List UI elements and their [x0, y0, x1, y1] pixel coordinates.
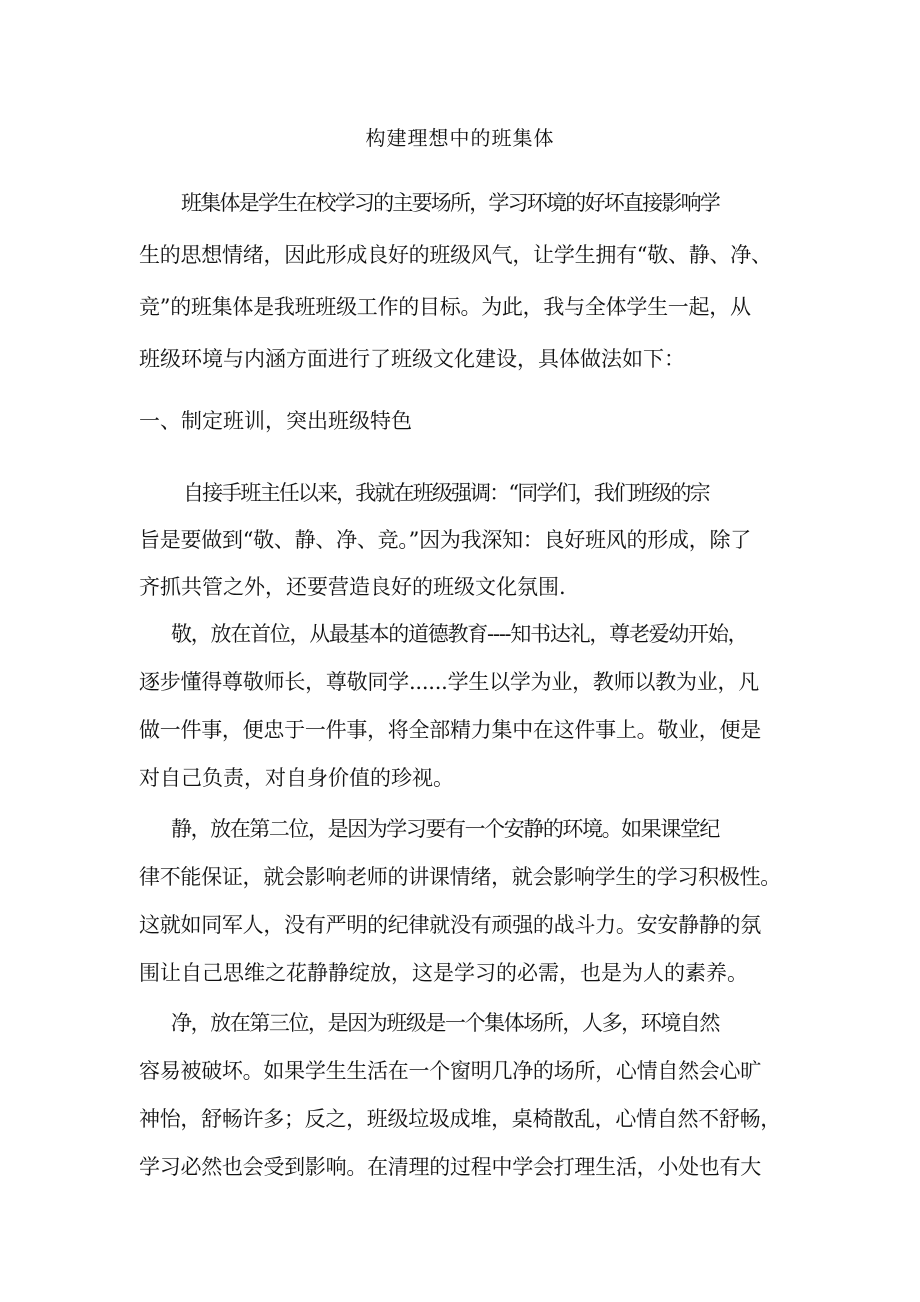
paragraph-line: 净，放在第三位，是因为班级是一个集体场所，人多，环境自然 [171, 1011, 719, 1035]
section-heading: 一、制定班训，突出班级特色 [139, 409, 412, 433]
paragraph-line: 律不能保证，就会影响老师的讲课情绪，就会影响学生的学习积极性。 [139, 865, 781, 889]
paragraph-line: 敬，放在首位，从最基本的道德教育----知书达礼，尊老爱幼开始， [171, 622, 748, 646]
paragraph-line: 齐抓共管之外，还要营造良好的班级文化氛围. [139, 575, 566, 599]
intro-line: 班级环境与内涵方面进行了班级文化建设，具体做法如下： [139, 347, 685, 371]
intro-line: 生的思想情绪，因此形成良好的班级风气，让学生拥有“敬、静、净、 [139, 243, 772, 267]
paragraph-line: 这就如同军人，没有严明的纪律就没有顽强的战斗力。安安静静的氛 [139, 913, 761, 937]
intro-line: 班集体是学生在校学习的主要场所，学习环境的好坏直接影响学 [181, 191, 719, 215]
paragraph-line: 逐步懂得尊敬师长，尊敬同学......学生以学为业，教师以教为业，凡 [139, 670, 760, 694]
paragraph-line: 神怡，舒畅许多；反之，班级垃圾成堆，桌椅散乱，心情自然不舒畅， [139, 1107, 781, 1131]
paragraph-line: 对自己负责，对自身价值的珍视。 [139, 766, 454, 790]
paragraph-line: 做一件事，便忠于一件事，将全部精力集中在这件事上。敬业，便是 [139, 718, 761, 742]
paragraph-line: 围让自己思维之花静静绽放，这是学习的必需，也是为人的素养。 [139, 961, 748, 985]
paragraph-line: 自接手班主任以来，我就在班级强调：“同学们，我们班级的宗 [183, 481, 709, 505]
paragraph-line: 旨是要做到“敬、静、净、竞。”因为我深知：良好班风的形成，除了 [139, 528, 751, 552]
paragraph-line: 学习必然也会受到影响。在清理的过程中学会打理生活，小处也有大 [139, 1155, 761, 1179]
intro-line: 竞”的班集体是我班班级工作的目标。为此，我与全体学生一起，从 [139, 295, 751, 319]
paragraph-line: 静，放在第二位，是因为学习要有一个安静的环境。如果课堂纪 [171, 817, 719, 841]
document-title: 构建理想中的班集体 [365, 126, 555, 150]
paragraph-line: 容易被破坏。如果学生生活在一个窗明几净的场所，心情自然会心旷 [139, 1059, 761, 1083]
